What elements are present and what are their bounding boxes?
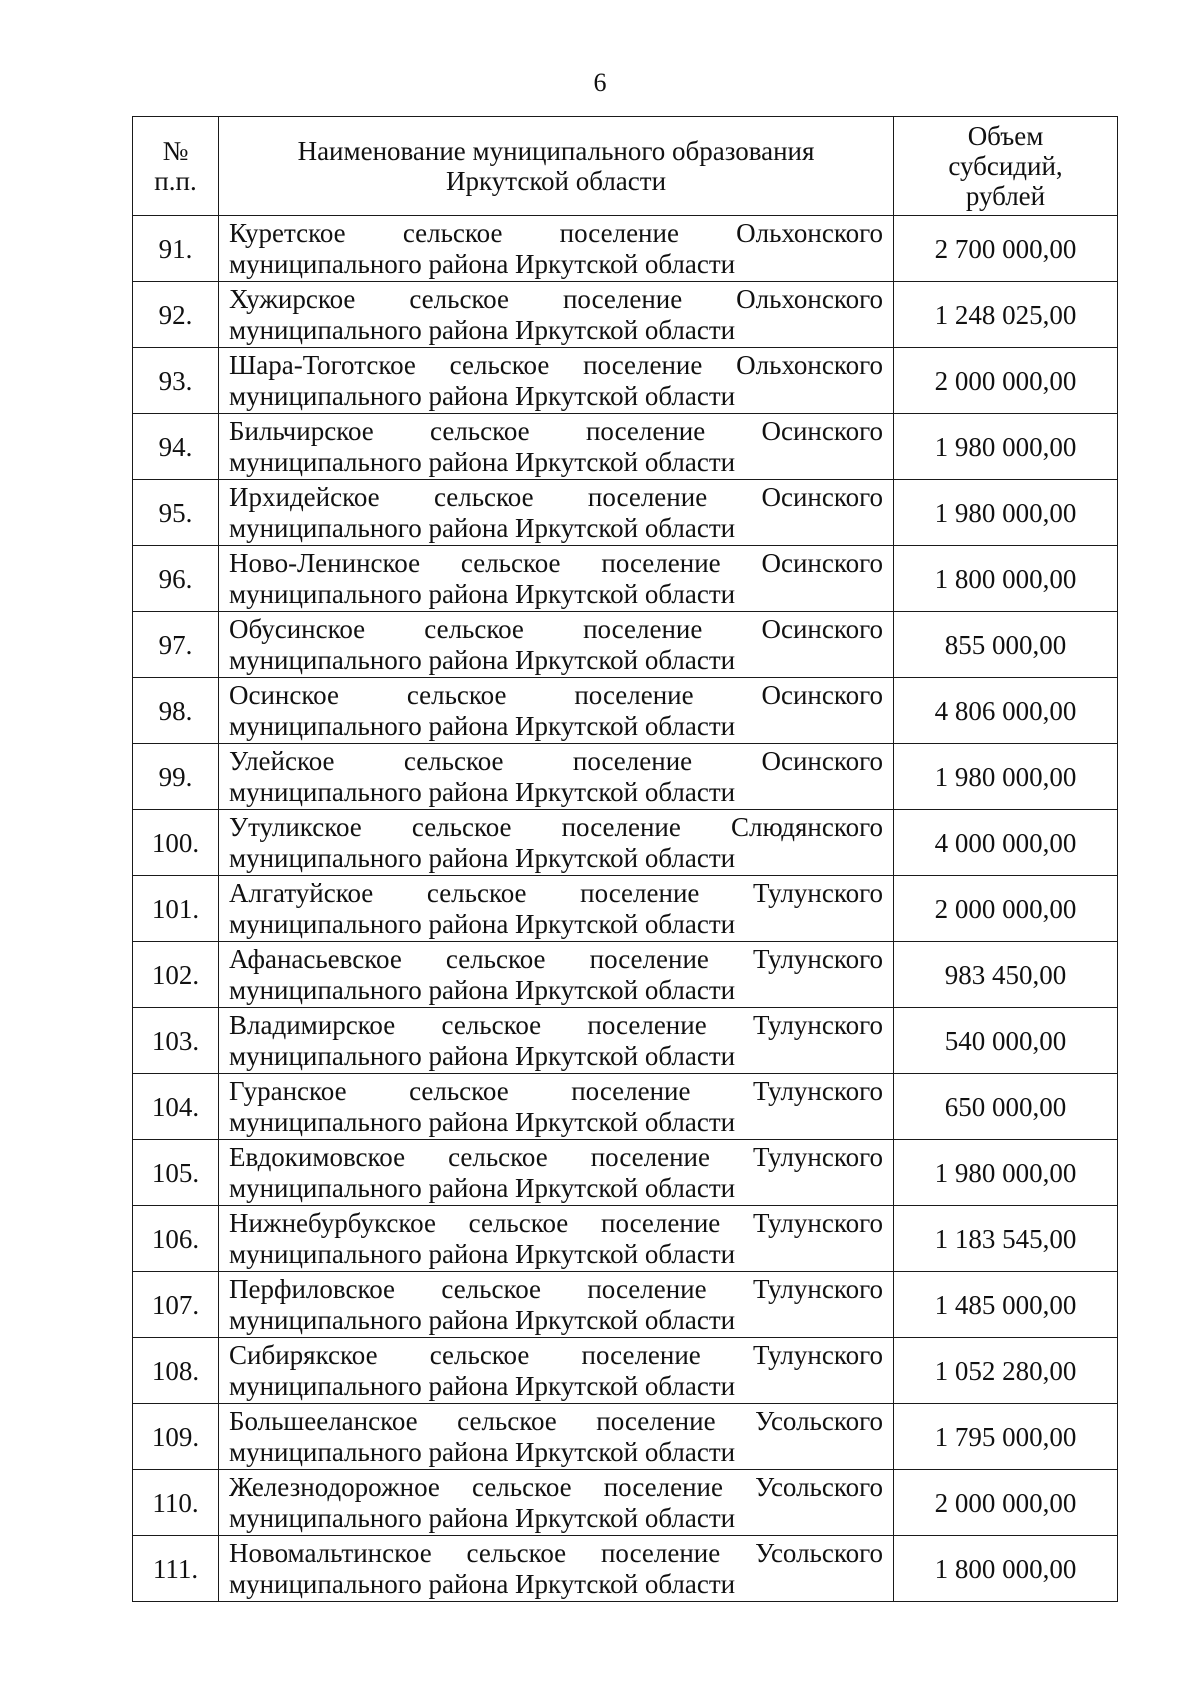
page-number: 6 — [593, 68, 607, 97]
header-name — [219, 117, 894, 216]
municipality-name-line2: муниципального района Иркутской области — [229, 842, 736, 873]
subsidy-amount: 1 183 545,00 — [894, 1206, 1118, 1272]
municipality-name — [219, 1470, 894, 1536]
municipality-name-line1: Осинское сельское поселение Осинского — [229, 679, 883, 710]
table-row — [133, 216, 1118, 282]
municipality-name-line1: Ново-Ленинское сельское поселение Осинского — [229, 547, 883, 578]
municipality-name — [219, 1272, 894, 1338]
row-number: 106. — [133, 1206, 219, 1272]
subsidy-amount: 4 000 000,00 — [894, 810, 1118, 876]
municipality-name-line1: Утуликское сельское поселение Слюдянского — [229, 811, 883, 842]
municipality-name-line1: Шара-Тоготское сельское поселение Ольхонского — [229, 349, 883, 380]
row-number: 105. — [133, 1140, 219, 1206]
municipality-name — [219, 546, 894, 612]
municipality-name-line2: муниципального района Иркутской области — [229, 710, 736, 741]
municipality-name — [219, 480, 894, 546]
subsidy-amount: 2 000 000,00 — [894, 348, 1118, 414]
row-number: 108. — [133, 1338, 219, 1404]
municipality-name-line2: муниципального района Иркутской области — [229, 1502, 736, 1533]
municipality-name — [219, 216, 894, 282]
municipality-name-line1: Улейское сельское поселение Осинского — [229, 745, 883, 776]
table-row — [133, 876, 1118, 942]
subsidy-amount: 1 980 000,00 — [894, 1140, 1118, 1206]
table-row — [133, 1008, 1118, 1074]
table-row — [133, 1404, 1118, 1470]
row-number: 102. — [133, 942, 219, 1008]
municipality-name-line1: Ирхидейское сельское поселение Осинского — [229, 481, 883, 512]
table-row — [133, 1470, 1118, 1536]
table-row — [133, 1074, 1118, 1140]
subsidy-amount: 1 052 280,00 — [894, 1338, 1118, 1404]
municipality-name-line2: муниципального района Иркутской области — [229, 908, 736, 939]
header-name-line: Иркутской области — [445, 166, 667, 196]
municipality-name — [219, 1140, 894, 1206]
header-name-line: Наименование муниципального образования — [297, 136, 815, 166]
row-number: 96. — [133, 546, 219, 612]
subsidy-table — [132, 116, 1118, 1602]
header-number-line: № — [162, 136, 189, 166]
municipality-name-line1: Хужирское сельское поселение Ольхонского — [229, 283, 883, 314]
table-row — [133, 546, 1118, 612]
municipality-name-line1: Куретское сельское поселение Ольхонского — [229, 217, 883, 248]
municipality-name-line1: Бильчирское сельское поселение Осинского — [229, 415, 883, 446]
row-number: 101. — [133, 876, 219, 942]
subsidy-amount: 2 000 000,00 — [894, 1470, 1118, 1536]
header-amount-line: субсидий, — [948, 151, 1063, 181]
municipality-name-line2: муниципального района Иркутской области — [229, 776, 736, 807]
table-row — [133, 1338, 1118, 1404]
subsidy-amount: 650 000,00 — [894, 1074, 1118, 1140]
row-number: 92. — [133, 282, 219, 348]
row-number: 97. — [133, 612, 219, 678]
row-number: 94. — [133, 414, 219, 480]
subsidy-amount: 1 980 000,00 — [894, 414, 1118, 480]
municipality-name-line2: муниципального района Иркутской области — [229, 974, 736, 1005]
municipality-name-line2: муниципального района Иркутской области — [229, 1040, 736, 1071]
row-number: 107. — [133, 1272, 219, 1338]
subsidy-amount: 1 485 000,00 — [894, 1272, 1118, 1338]
header-amount-line: рублей — [965, 181, 1046, 211]
row-number: 91. — [133, 216, 219, 282]
row-number: 98. — [133, 678, 219, 744]
municipality-name — [219, 1536, 894, 1602]
table-row — [133, 744, 1118, 810]
municipality-name-line2: муниципального района Иркутской области — [229, 1370, 736, 1401]
table-body — [133, 216, 1118, 1602]
row-number: 109. — [133, 1404, 219, 1470]
row-number: 100. — [133, 810, 219, 876]
table-row — [133, 480, 1118, 546]
municipality-name-line1: Владимирское сельское поселение Тулунского — [229, 1009, 883, 1040]
table-row — [133, 1206, 1118, 1272]
table-row — [133, 1272, 1118, 1338]
municipality-name-line2: муниципального района Иркутской области — [229, 1304, 736, 1335]
municipality-name — [219, 414, 894, 480]
subsidy-amount: 1 980 000,00 — [894, 744, 1118, 810]
subsidy-amount: 1 248 025,00 — [894, 282, 1118, 348]
subsidy-amount: 1 795 000,00 — [894, 1404, 1118, 1470]
table-header-row — [133, 117, 1118, 216]
municipality-name-line1: Гуранское сельское поселение Тулунского — [229, 1075, 883, 1106]
municipality-name-line2: муниципального района Иркутской области — [229, 512, 736, 543]
row-number: 95. — [133, 480, 219, 546]
subsidy-amount: 2 700 000,00 — [894, 216, 1118, 282]
municipality-name — [219, 942, 894, 1008]
subsidy-amount: 4 806 000,00 — [894, 678, 1118, 744]
row-number: 111. — [133, 1536, 219, 1602]
table-row — [133, 942, 1118, 1008]
table-row — [133, 1536, 1118, 1602]
header-amount — [894, 117, 1118, 216]
subsidy-amount: 1 980 000,00 — [894, 480, 1118, 546]
row-number: 93. — [133, 348, 219, 414]
table-row — [133, 810, 1118, 876]
municipality-name-line2: муниципального района Иркутской области — [229, 578, 736, 609]
municipality-name-line1: Большееланское сельское поселение Усольского — [229, 1405, 883, 1436]
municipality-name-line2: муниципального района Иркутской области — [229, 1238, 736, 1269]
municipality-name — [219, 1074, 894, 1140]
municipality-name-line2: муниципального района Иркутской области — [229, 446, 736, 477]
municipality-name — [219, 810, 894, 876]
municipality-name-line2: муниципального района Иркутской области — [229, 1106, 736, 1137]
municipality-name — [219, 744, 894, 810]
subsidy-amount: 1 800 000,00 — [894, 1536, 1118, 1602]
table-row — [133, 678, 1118, 744]
municipality-name-line2: муниципального района Иркутской области — [229, 644, 736, 675]
municipality-name — [219, 876, 894, 942]
municipality-name-line2: муниципального района Иркутской области — [229, 1172, 736, 1203]
header-number-line: п.п. — [154, 166, 197, 196]
municipality-name-line1: Нижнебурбукское сельское поселение Тулунского — [229, 1207, 883, 1238]
municipality-name-line2: муниципального района Иркутской области — [229, 1568, 736, 1599]
header-amount-line: Объем — [967, 121, 1044, 151]
municipality-name — [219, 1206, 894, 1272]
municipality-name — [219, 348, 894, 414]
municipality-name — [219, 1338, 894, 1404]
municipality-name — [219, 612, 894, 678]
subsidy-amount: 1 800 000,00 — [894, 546, 1118, 612]
municipality-name-line2: муниципального района Иркутской области — [229, 380, 736, 411]
municipality-name-line1: Новомальтинское сельское поселение Усольского — [229, 1537, 883, 1568]
row-number: 104. — [133, 1074, 219, 1140]
municipality-name — [219, 282, 894, 348]
municipality-name — [219, 678, 894, 744]
municipality-name-line1: Алгатуйское сельское поселение Тулунского — [229, 877, 883, 908]
subsidy-amount: 983 450,00 — [894, 942, 1118, 1008]
municipality-name — [219, 1008, 894, 1074]
table-row — [133, 414, 1118, 480]
table-row — [133, 612, 1118, 678]
table-row — [133, 348, 1118, 414]
municipality-name-line1: Евдокимовское сельское поселение Тулунского — [229, 1141, 883, 1172]
row-number: 110. — [133, 1470, 219, 1536]
table-row — [133, 282, 1118, 348]
subsidy-amount: 2 000 000,00 — [894, 876, 1118, 942]
row-number: 103. — [133, 1008, 219, 1074]
municipality-name-line2: муниципального района Иркутской области — [229, 248, 736, 279]
municipality-name-line1: Сибирякское сельское поселение Тулунского — [229, 1339, 883, 1370]
subsidy-amount: 540 000,00 — [894, 1008, 1118, 1074]
header-number — [133, 117, 219, 216]
municipality-name-line2: муниципального района Иркутской области — [229, 1436, 736, 1467]
municipality-name-line1: Железнодорожное сельское поселение Усольского — [229, 1471, 883, 1502]
municipality-name-line2: муниципального района Иркутской области — [229, 314, 736, 345]
municipality-name-line1: Афанасьевское сельское поселение Тулунского — [229, 943, 883, 974]
municipality-name-line1: Обусинское сельское поселение Осинского — [229, 613, 883, 644]
municipality-name-line1: Перфиловское сельское поселение Тулунского — [229, 1273, 883, 1304]
table-row — [133, 1140, 1118, 1206]
municipality-name — [219, 1404, 894, 1470]
row-number: 99. — [133, 744, 219, 810]
subsidy-amount: 855 000,00 — [894, 612, 1118, 678]
